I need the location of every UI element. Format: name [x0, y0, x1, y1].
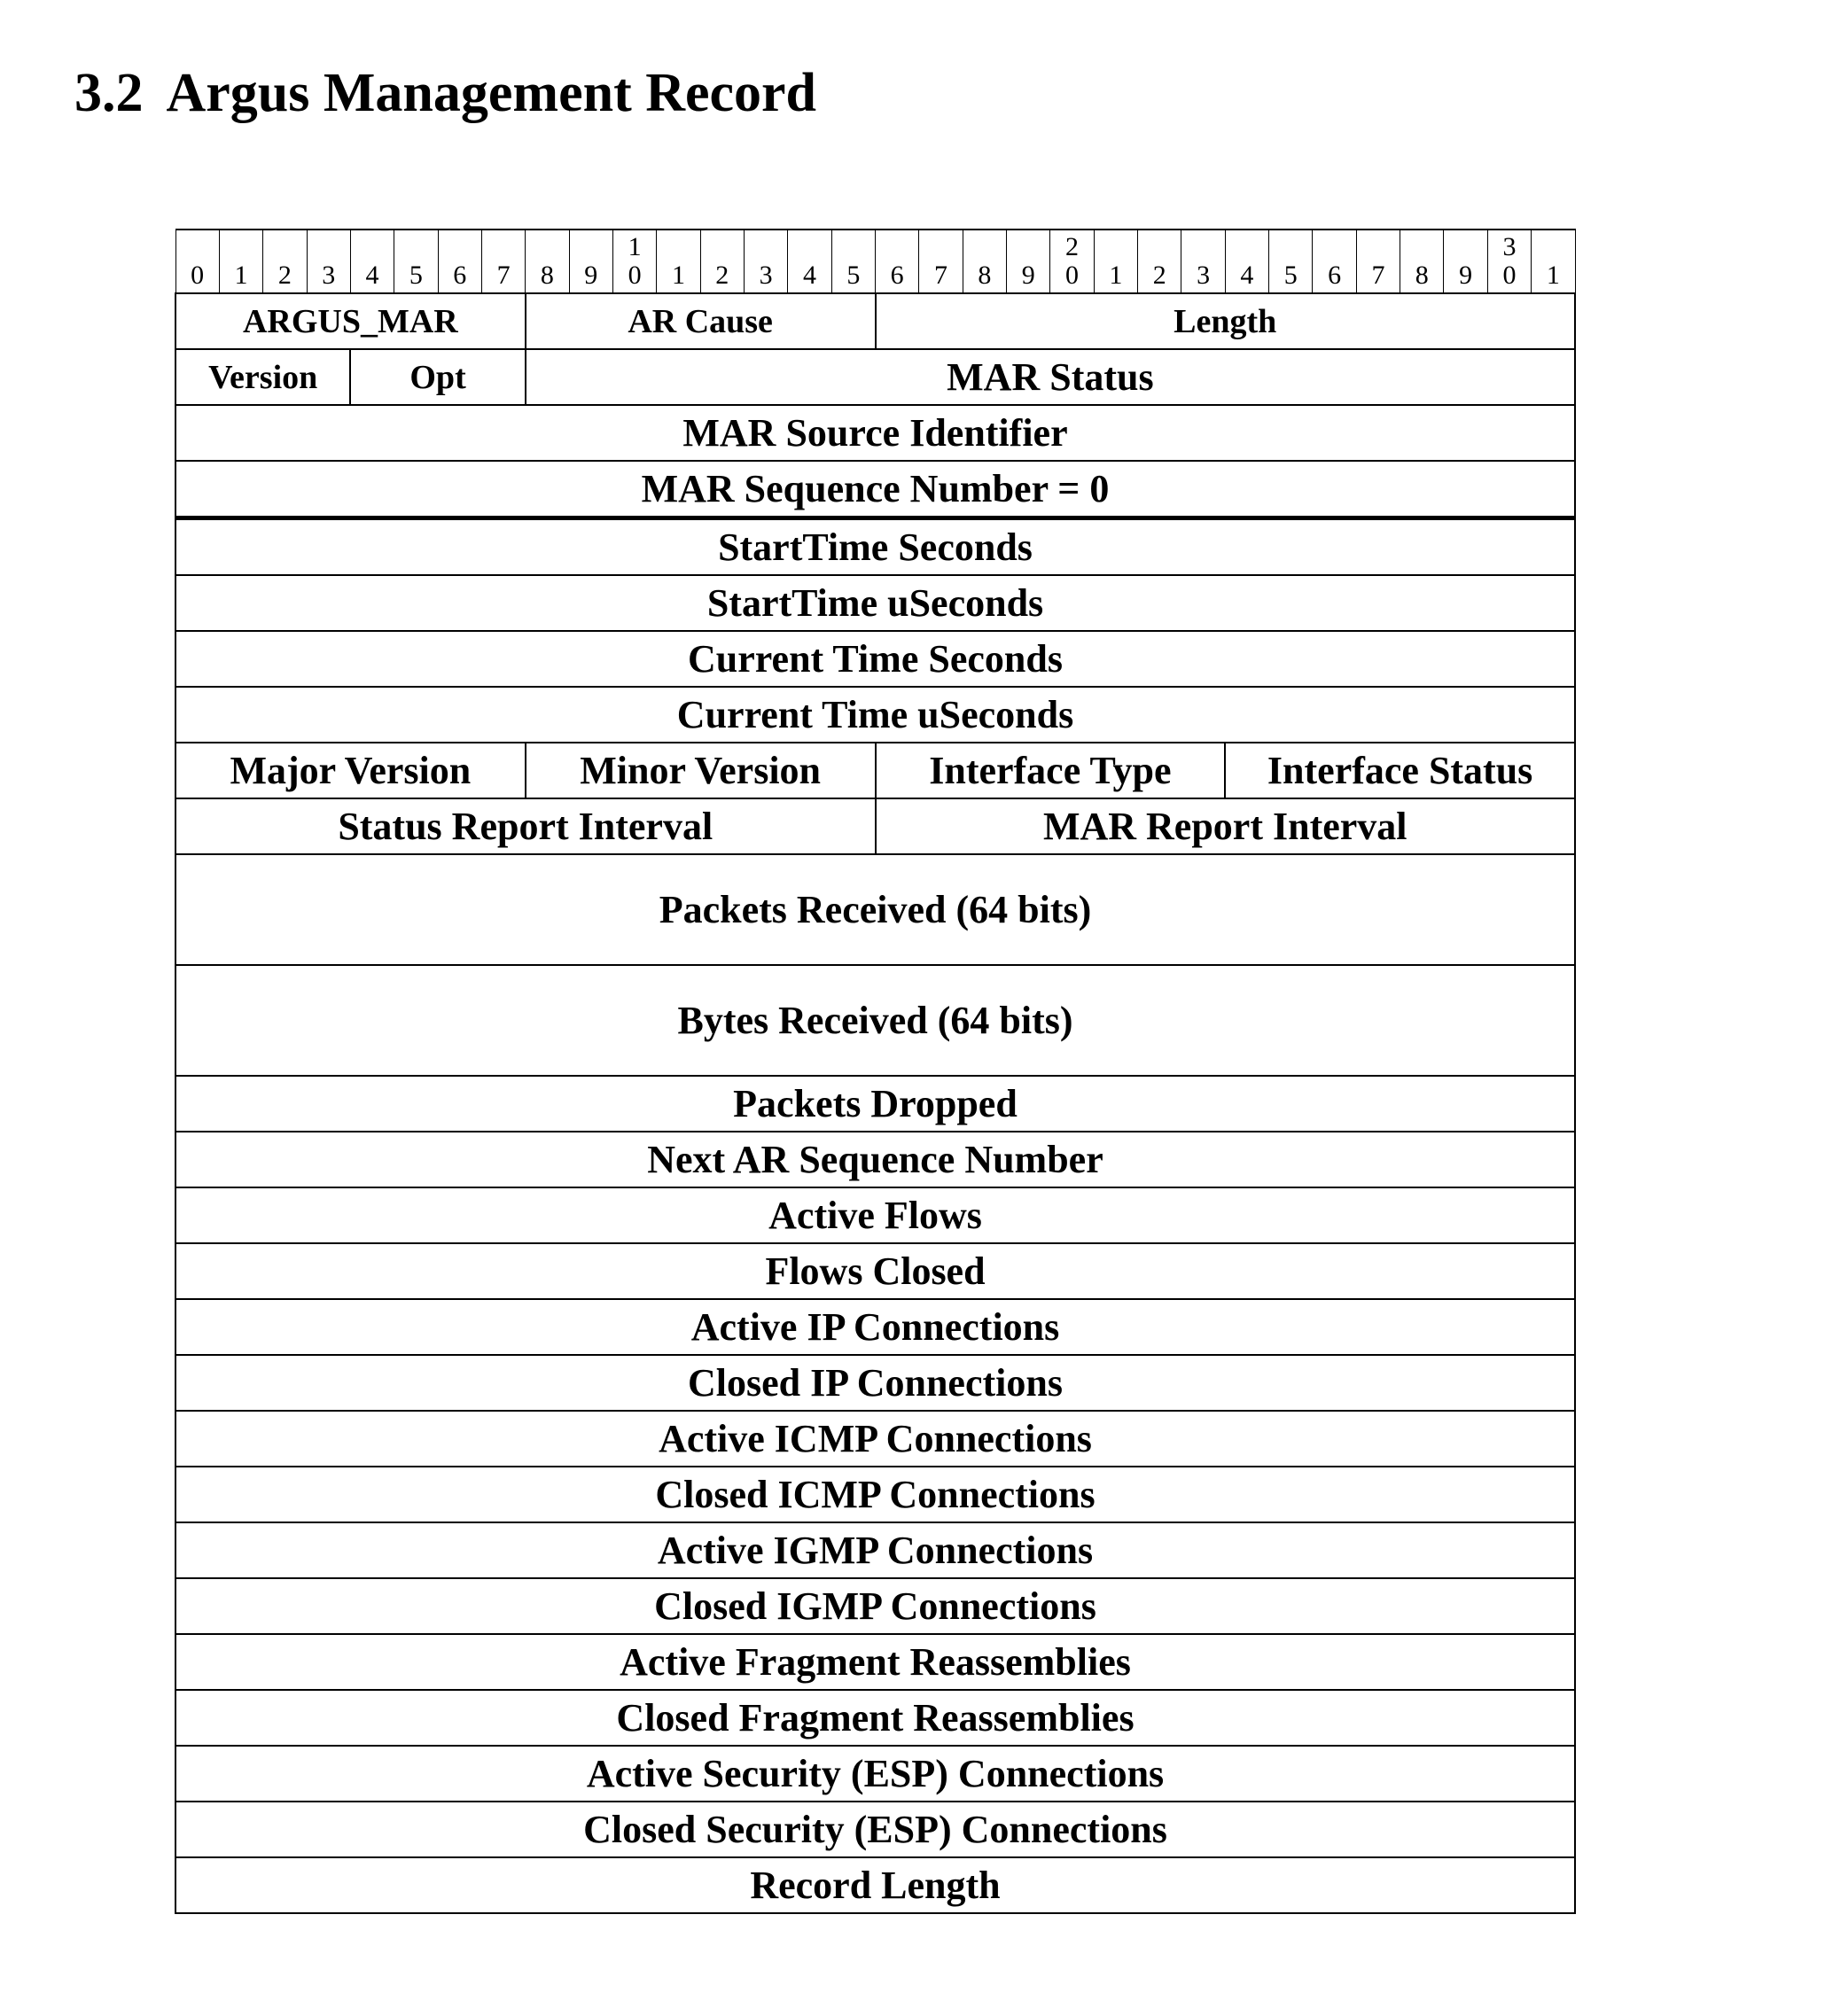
bit-index-cell	[1181, 230, 1225, 293]
field-current-time-useconds: Current Time uSeconds	[175, 687, 1575, 743]
bit-index-ones: 6	[1328, 261, 1342, 290]
table-row	[175, 405, 1575, 461]
table-row	[175, 854, 1575, 965]
bit-index-ones: 1	[1109, 261, 1123, 290]
field-major-version: Major Version	[175, 743, 526, 798]
table-row	[175, 461, 1575, 518]
field-status-report-interval: Status Report Interval	[175, 798, 876, 854]
bit-index-cell	[1444, 230, 1487, 293]
bit-index-ones: 2	[277, 261, 292, 290]
table-row	[175, 1132, 1575, 1187]
bit-index-cell	[1225, 230, 1268, 293]
bit-index-tens: 2	[1065, 232, 1080, 261]
bit-index-tens	[526, 234, 568, 261]
bit-index-ones: 9	[1459, 261, 1473, 290]
record-layout-table	[175, 229, 1576, 1914]
bit-index-tens	[1095, 234, 1137, 261]
bit-index-cell	[919, 230, 963, 293]
bit-index-tens	[788, 234, 830, 261]
table-row	[175, 1522, 1575, 1578]
bit-index-ones: 5	[846, 261, 861, 290]
field-active-security-esp-connections: Active Security (ESP) Connections	[175, 1746, 1575, 1802]
bit-index-ones: 7	[1371, 261, 1385, 290]
bit-index-tens: 1	[628, 232, 642, 261]
table-row	[175, 965, 1575, 1076]
field-minor-version: Minor Version	[526, 743, 876, 798]
bit-index-cell	[700, 230, 744, 293]
bit-index-ones: 3	[759, 261, 773, 290]
table-row	[175, 1690, 1575, 1746]
field-active-fragment-reassemblies: Active Fragment Reassemblies	[175, 1634, 1575, 1690]
field-starttime-useconds: StartTime uSeconds	[175, 575, 1575, 631]
bit-index-cell	[526, 230, 569, 293]
field-packets-dropped: Packets Dropped	[175, 1076, 1575, 1132]
bit-index-ones: 0	[1502, 261, 1517, 290]
table-row	[175, 1802, 1575, 1857]
bit-index-cell	[1356, 230, 1400, 293]
bit-index-tens	[1226, 234, 1268, 261]
bit-index-cell	[831, 230, 875, 293]
bit-index-cell	[744, 230, 787, 293]
bit-index-tens	[308, 234, 350, 261]
bit-index-tens	[1357, 234, 1400, 261]
bit-index-cell	[263, 230, 307, 293]
bit-index-ones: 8	[540, 261, 554, 290]
bit-index-cell	[1050, 230, 1094, 293]
bit-index-ones: 5	[409, 261, 423, 290]
table-row	[175, 349, 1575, 405]
bit-index-cell	[569, 230, 612, 293]
table-row	[175, 1187, 1575, 1243]
field-active-igmp-connections: Active IGMP Connections	[175, 1522, 1575, 1578]
table-row	[175, 1299, 1575, 1355]
bit-index-tens	[657, 234, 699, 261]
field-mar-sequence-number: MAR Sequence Number = 0	[175, 461, 1575, 518]
field-interface-status: Interface Status	[1225, 743, 1575, 798]
bit-index-tens	[439, 234, 481, 261]
table-row	[175, 687, 1575, 743]
field-flows-closed: Flows Closed	[175, 1243, 1575, 1299]
bit-index-tens	[919, 234, 962, 261]
bit-index-ones: 7	[934, 261, 948, 290]
field-version: Version	[175, 349, 350, 405]
field-opt: Opt	[350, 349, 525, 405]
field-closed-ip-connections: Closed IP Connections	[175, 1355, 1575, 1411]
bit-index-cell	[219, 230, 262, 293]
field-bytes-received: Bytes Received (64 bits)	[175, 965, 1575, 1076]
bit-index-tens: 3	[1502, 232, 1517, 261]
table-row	[175, 575, 1575, 631]
bit-index-tens	[482, 234, 525, 261]
bit-index-tens	[176, 234, 219, 261]
field-mar-report-interval: MAR Report Interval	[876, 798, 1576, 854]
bit-index-tens	[1532, 234, 1574, 261]
table-row	[175, 1355, 1575, 1411]
bit-index-ones: 4	[802, 261, 816, 290]
bit-index-cell	[1094, 230, 1137, 293]
table-row	[175, 1243, 1575, 1299]
bit-index-cell	[788, 230, 831, 293]
bit-index-cell	[1400, 230, 1444, 293]
bit-index-cell	[1138, 230, 1181, 293]
bit-index-cell	[1313, 230, 1356, 293]
bit-index-tens	[1138, 234, 1181, 261]
bit-index-cell	[1532, 230, 1575, 293]
bit-index-ones: 2	[1152, 261, 1166, 290]
bit-index-tens	[832, 234, 875, 261]
field-interface-type: Interface Type	[876, 743, 1226, 798]
table-row	[175, 293, 1575, 349]
field-closed-igmp-connections: Closed IGMP Connections	[175, 1578, 1575, 1634]
bit-index-ones: 1	[671, 261, 685, 290]
bit-index-tens	[263, 234, 306, 261]
bit-index-ones: 9	[1021, 261, 1035, 290]
bit-index-cell	[307, 230, 350, 293]
section-number: 3.2	[74, 63, 144, 123]
table-row	[175, 631, 1575, 687]
bit-index-tens	[1007, 234, 1049, 261]
bit-index-ones: 1	[1546, 261, 1560, 290]
bit-index-ones: 0	[191, 261, 205, 290]
field-ar-cause: AR Cause	[526, 293, 876, 349]
bit-index-ones: 0	[628, 261, 642, 290]
table-row	[175, 1467, 1575, 1522]
field-record-length: Record Length	[175, 1857, 1575, 1913]
field-current-time-seconds: Current Time Seconds	[175, 631, 1575, 687]
bit-index-tens	[1269, 234, 1312, 261]
bit-index-tens	[1313, 234, 1355, 261]
bit-index-tens	[394, 234, 437, 261]
bit-index-tens	[570, 234, 612, 261]
bit-index-cell	[438, 230, 481, 293]
field-mar-status: MAR Status	[526, 349, 1575, 405]
table-row	[175, 1857, 1575, 1913]
bit-index-cell	[481, 230, 525, 293]
bit-index-tens	[745, 234, 787, 261]
field-closed-icmp-connections: Closed ICMP Connections	[175, 1467, 1575, 1522]
bit-index-tens	[1400, 234, 1443, 261]
bit-index-cell	[175, 230, 219, 293]
section-heading	[74, 62, 816, 125]
bit-index-tens	[963, 234, 1006, 261]
bit-index-ones: 6	[890, 261, 904, 290]
field-active-ip-connections: Active IP Connections	[175, 1299, 1575, 1355]
table-row	[175, 1076, 1575, 1132]
section-title: Argus Management Record	[166, 63, 817, 123]
bit-index-ones: 7	[496, 261, 511, 290]
field-length: Length	[876, 293, 1576, 349]
field-next-ar-sequence-number: Next AR Sequence Number	[175, 1132, 1575, 1187]
field-packets-received: Packets Received (64 bits)	[175, 854, 1575, 965]
table-row	[175, 798, 1575, 854]
bit-index-ones: 3	[1197, 261, 1211, 290]
bit-index-cell	[394, 230, 438, 293]
field-active-flows: Active Flows	[175, 1187, 1575, 1243]
bit-ruler-row	[175, 230, 1575, 293]
table-row	[175, 1634, 1575, 1690]
bit-index-tens	[1444, 234, 1486, 261]
field-active-icmp-connections: Active ICMP Connections	[175, 1411, 1575, 1467]
bit-index-ones: 5	[1283, 261, 1298, 290]
field-starttime-seconds: StartTime Seconds	[175, 518, 1575, 576]
table-row	[175, 743, 1575, 798]
bit-index-tens	[701, 234, 744, 261]
bit-index-ones: 9	[584, 261, 598, 290]
bit-index-tens	[220, 234, 262, 261]
bit-index-cell	[1007, 230, 1050, 293]
bit-index-cell	[1487, 230, 1531, 293]
field-mar-source-identifier: MAR Source Identifier	[175, 405, 1575, 461]
table-row	[175, 518, 1575, 576]
table-row	[175, 1411, 1575, 1467]
field-closed-security-esp-connections: Closed Security (ESP) Connections	[175, 1802, 1575, 1857]
bit-index-ones: 6	[453, 261, 467, 290]
table-row	[175, 1578, 1575, 1634]
bit-index-ones: 3	[322, 261, 336, 290]
bit-index-cell	[612, 230, 656, 293]
bit-index-ones: 4	[365, 261, 379, 290]
bit-index-cell	[876, 230, 919, 293]
bit-index-tens	[1181, 234, 1224, 261]
table-row	[175, 1746, 1575, 1802]
bit-index-ones: 8	[978, 261, 992, 290]
bit-index-ones: 1	[234, 261, 248, 290]
bit-index-ones: 0	[1065, 261, 1080, 290]
bit-index-ones: 4	[1240, 261, 1254, 290]
bit-index-ones: 2	[715, 261, 729, 290]
bit-index-tens	[876, 234, 918, 261]
bit-index-cell	[350, 230, 394, 293]
bit-index-tens	[351, 234, 394, 261]
bit-index-cell	[1269, 230, 1313, 293]
bit-index-ones: 8	[1415, 261, 1429, 290]
bit-index-cell	[963, 230, 1006, 293]
bit-index-cell	[657, 230, 700, 293]
field-argus-mar: ARGUS_MAR	[175, 293, 526, 349]
field-closed-fragment-reassemblies: Closed Fragment Reassemblies	[175, 1690, 1575, 1746]
